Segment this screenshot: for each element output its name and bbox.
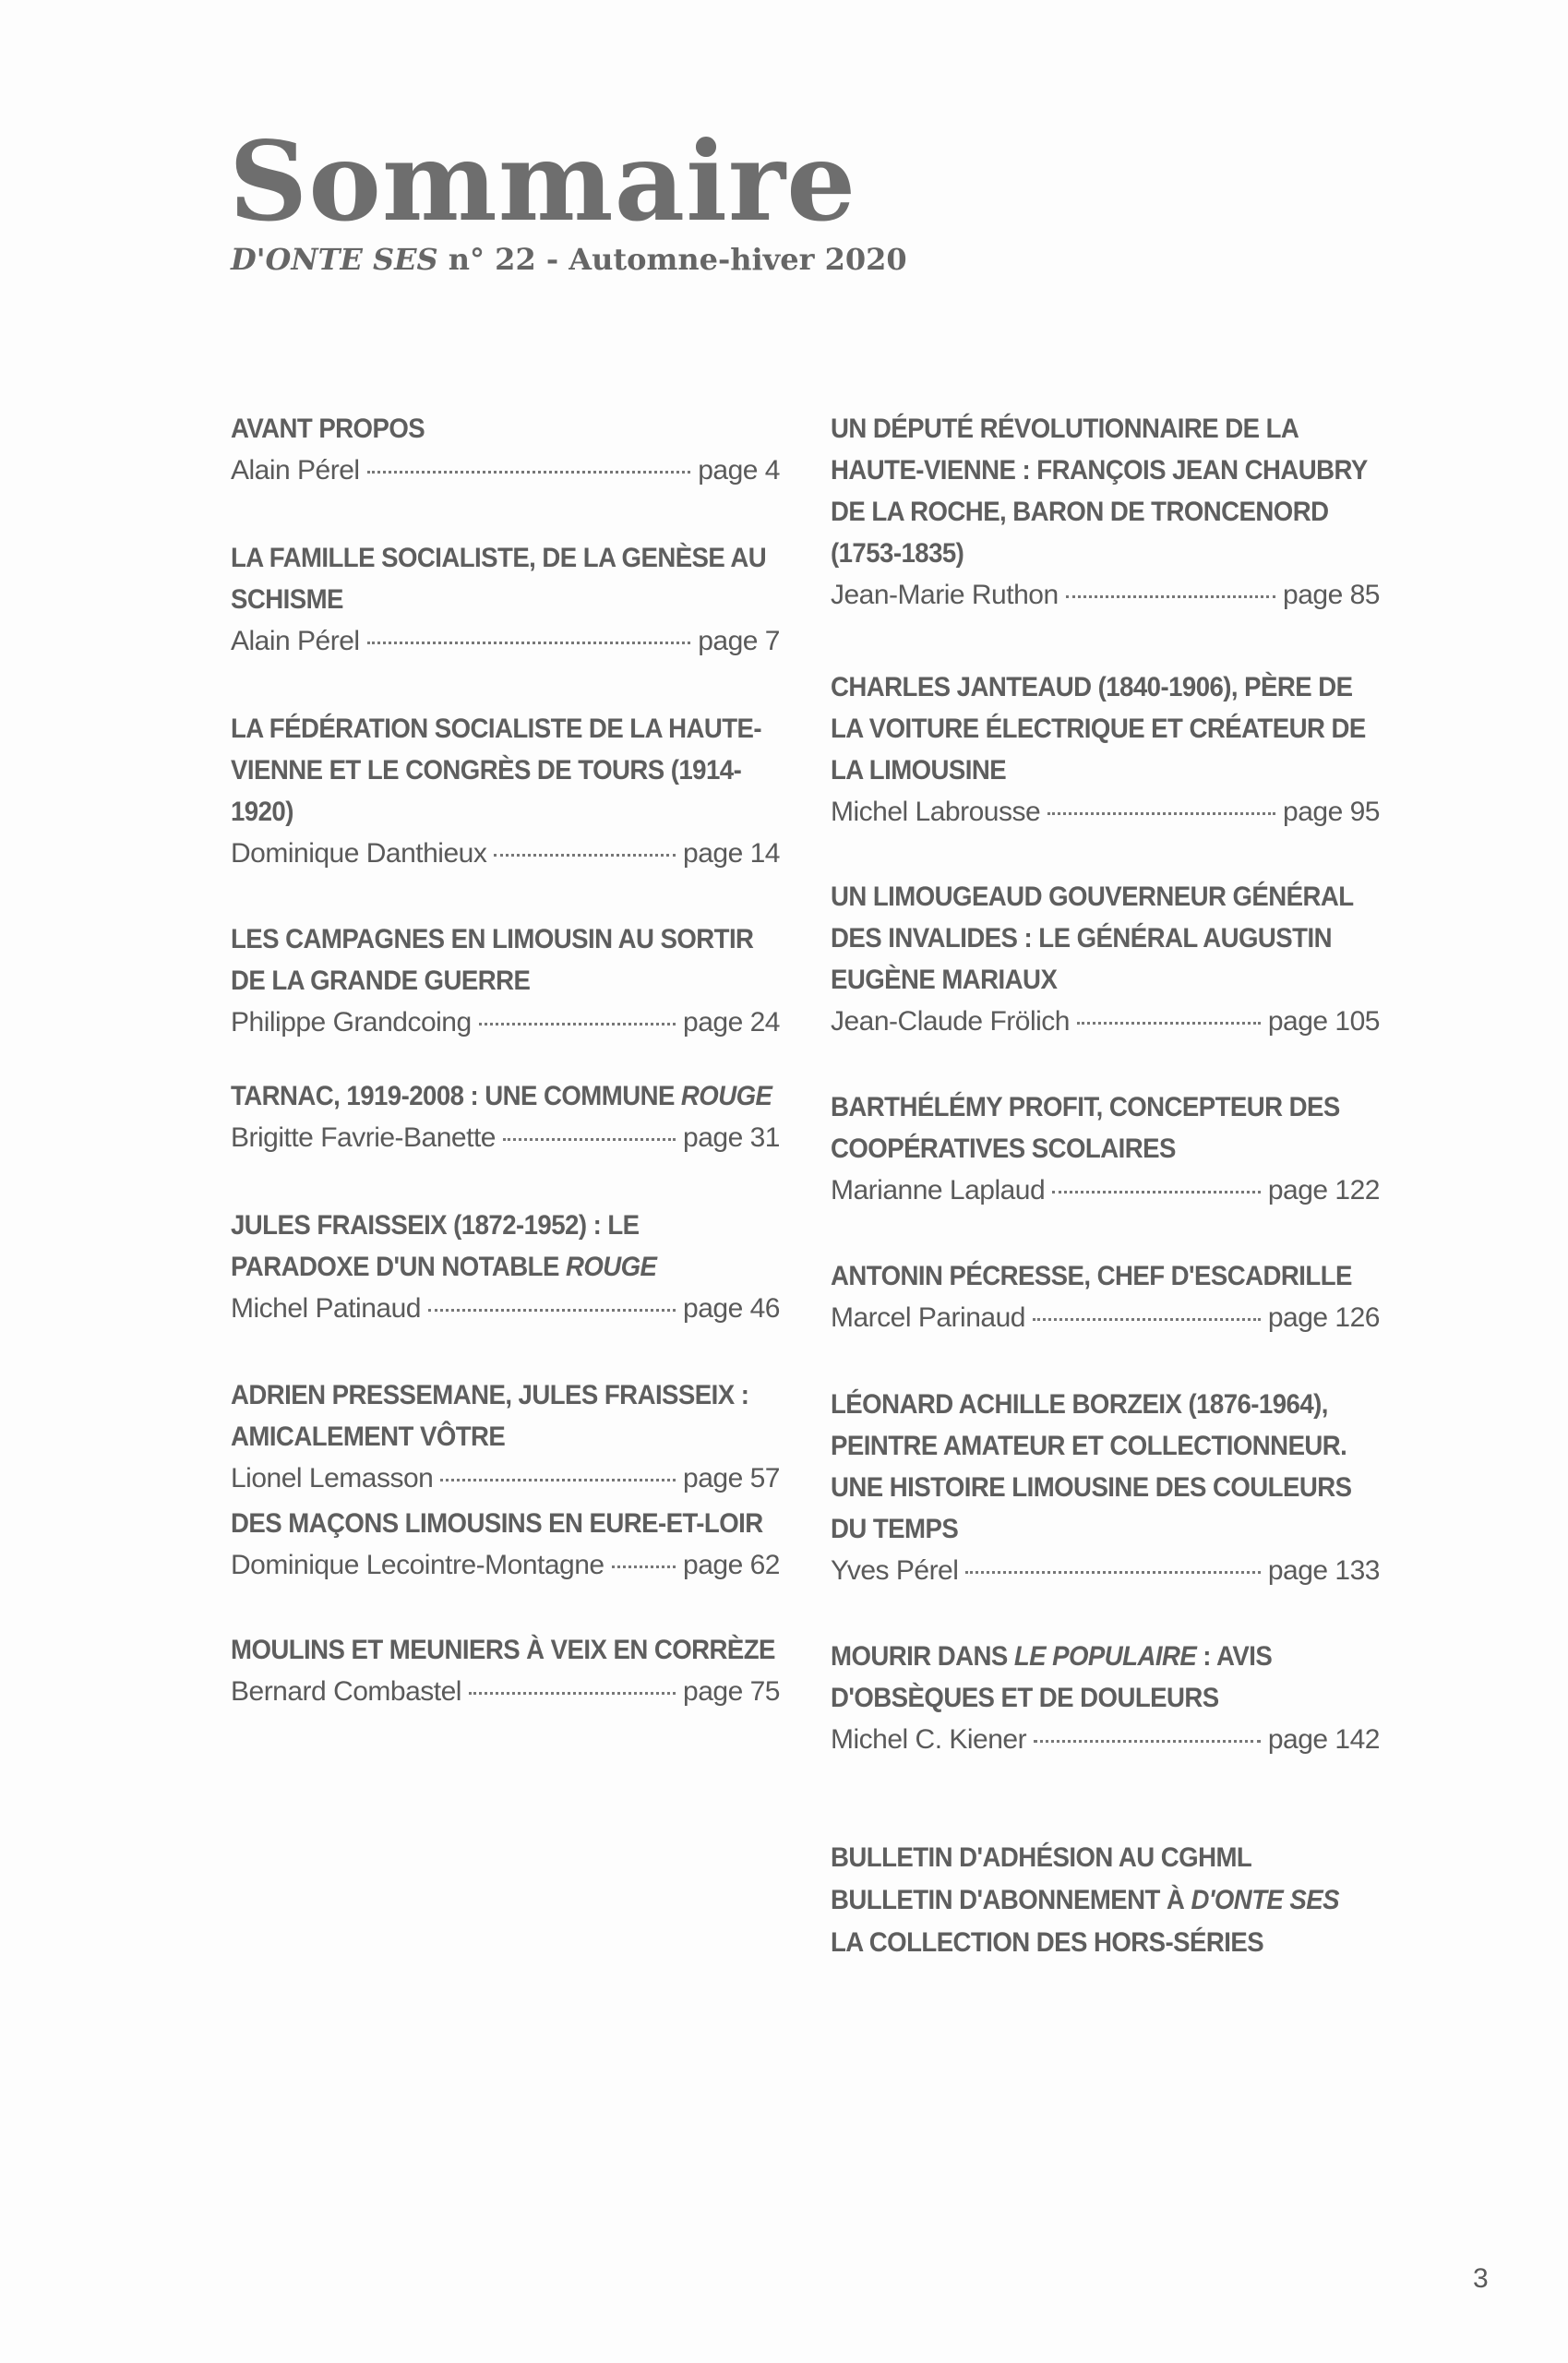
entry-byline xyxy=(231,1671,780,1713)
entry-byline xyxy=(831,1001,1380,1043)
entry-page: page 4 xyxy=(698,455,780,486)
entry-page: page 7 xyxy=(698,626,780,656)
entry-page: page 105 xyxy=(1267,1006,1380,1037)
dot-leader xyxy=(440,1479,676,1481)
entry-byline xyxy=(231,450,780,492)
entry-author: Alain Pérel xyxy=(231,455,360,486)
magazine-name: D'ONTE SES xyxy=(231,242,438,277)
extra-collection: LA COLLECTION DES HORS-SÉRIES xyxy=(831,1927,1264,1958)
entry-page: page 14 xyxy=(683,838,780,869)
issue-info: n° 22 - Automne-hiver 2020 xyxy=(448,242,907,277)
toc-entry xyxy=(831,408,1421,617)
page-number: 3 xyxy=(1473,2263,1489,2294)
entry-title: TARNAC, 1919-2008 : UNE COMMUNE ROUGE xyxy=(231,1081,772,1111)
entry-byline xyxy=(831,1550,1380,1592)
entry-page: page 126 xyxy=(1267,1302,1380,1333)
entry-author: Brigitte Favrie-Banette xyxy=(231,1122,496,1153)
entry-title: DES MAÇONS LIMOUSINS EN EURE-ET-LOIR xyxy=(231,1508,763,1539)
entry-page: page 85 xyxy=(1283,580,1380,610)
dot-leader xyxy=(1047,812,1275,815)
italic-word: ROUGE xyxy=(680,1081,772,1111)
entry-title: BARTHÉLÉMY PROFIT, CONCEPTEUR DES COOPÉRATIVES SCOLAIRES xyxy=(831,1092,1340,1164)
entry-author: Yves Pérel xyxy=(831,1555,959,1586)
entry-byline xyxy=(231,620,780,663)
entry-author: Dominique Danthieux xyxy=(231,838,487,869)
entry-page: page 133 xyxy=(1267,1555,1380,1586)
entry-title: ANTONIN PÉCRESSE, CHEF D'ESCADRILLE xyxy=(831,1261,1352,1291)
entry-page: page 122 xyxy=(1267,1175,1380,1205)
entry-title: LA FAMILLE SOCIALISTE, DE LA GENÈSE AU SCHISME xyxy=(231,543,767,615)
toc-entry xyxy=(831,1086,1421,1212)
page-title: Sommaire xyxy=(229,117,857,246)
entry-author: Philippe Grandcoing xyxy=(231,1007,472,1038)
entry-author: Jean-Claude Frölich xyxy=(831,1006,1070,1037)
toc-entry xyxy=(831,1255,1458,1339)
entry-author: Marianne Laplaud xyxy=(831,1175,1046,1205)
extras-block xyxy=(831,1837,1339,1964)
toc-entry xyxy=(231,1629,858,1713)
dot-leader xyxy=(1052,1191,1261,1193)
dot-leader xyxy=(428,1309,676,1312)
entry-title: UN LIMOUGEAUD GOUVERNEUR GÉNÉRAL DES INVALIDES : LE GÉNÉRAL AUGUSTIN EUGÈNE MARIAUX xyxy=(831,882,1354,995)
entry-page: page 62 xyxy=(683,1550,780,1580)
issue-subtitle xyxy=(231,242,907,277)
dot-leader xyxy=(479,1023,676,1026)
dot-leader xyxy=(367,642,691,644)
entry-page: page 95 xyxy=(1283,797,1380,827)
italic-word: LE POPULAIRE xyxy=(1013,1641,1197,1672)
entry-page: page 75 xyxy=(683,1676,780,1707)
entry-author: Michel Labrousse xyxy=(831,797,1041,827)
entry-title: UN DÉPUTÉ RÉVOLUTIONNAIRE DE LA HAUTE-VIENNE : FRANÇOIS JEAN CHAUBRY DE LA ROCHE, BARON DE TRONCENORD (1753-1835) xyxy=(831,414,1368,569)
toc-entry xyxy=(231,1374,821,1500)
entry-byline xyxy=(231,1544,780,1587)
entry-page: page 142 xyxy=(1267,1724,1380,1755)
toc-entry xyxy=(831,1636,1380,1761)
italic-magazine: D'ONTE SES xyxy=(1191,1885,1339,1915)
toc-entry xyxy=(231,1205,780,1330)
toc-entry xyxy=(831,876,1421,1043)
entry-title: MOURIR DANS LE POPULAIRE : AVIS D'OBSÈQUES ET DE DOULEURS xyxy=(831,1641,1273,1713)
entry-byline xyxy=(831,1170,1380,1212)
entry-title: LÉONARD ACHILLE BORZEIX (1876-1964), PEINTRE AMATEUR ET COLLECTIONNEUR. UNE HISTOIRE LIMOUSINE DES COULEURS DU TEMPS xyxy=(831,1389,1352,1544)
entry-author: Marcel Parinaud xyxy=(831,1302,1025,1333)
extra-subscription: BULLETIN D'ABONNEMENT À D'ONTE SES xyxy=(831,1885,1339,1915)
entry-title: CHARLES JANTEAUD (1840-1906), PÈRE DE LA VOITURE ÉLECTRIQUE ET CRÉATEUR DE LA LIMOUSINE xyxy=(831,672,1366,786)
entry-author: Jean-Marie Ruthon xyxy=(831,580,1059,610)
entry-author: Lionel Lemasson xyxy=(231,1463,434,1493)
entry-byline xyxy=(231,1002,780,1044)
toc-entry xyxy=(831,1384,1421,1592)
toc-entry xyxy=(231,1503,858,1587)
dot-leader xyxy=(1066,595,1275,598)
entry-author: Michel C. Kiener xyxy=(831,1724,1027,1755)
entry-page: page 24 xyxy=(683,1007,780,1038)
entry-byline xyxy=(231,1457,780,1500)
entry-byline xyxy=(831,574,1380,617)
entry-title: AVANT PROPOS xyxy=(231,414,425,444)
dot-leader xyxy=(469,1692,676,1695)
dot-leader xyxy=(1033,1318,1261,1321)
entry-author: Michel Patinaud xyxy=(231,1293,421,1324)
dot-leader xyxy=(1077,1022,1261,1025)
entry-title: ADRIEN PRESSEMANE, JULES FRAISSEIX : AMICALEMENT VÔTRE xyxy=(231,1380,749,1452)
dot-leader xyxy=(965,1571,1260,1574)
entry-title: MOULINS ET MEUNIERS À VEIX EN CORRÈZE xyxy=(231,1635,775,1665)
entry-author: Dominique Lecointre-Montagne xyxy=(231,1550,604,1580)
italic-word: ROUGE xyxy=(565,1252,657,1282)
entry-title: LA FÉDÉRATION SOCIALISTE DE LA HAUTE-VIENNE ET LE CONGRÈS DE TOURS (1914-1920) xyxy=(231,714,762,827)
entry-author: Alain Pérel xyxy=(231,626,360,656)
dot-leader xyxy=(1034,1740,1261,1743)
entry-byline xyxy=(231,833,780,875)
entry-title: JULES FRAISSEIX (1872-1952) : LE PARADOXE D'UN NOTABLE ROUGE xyxy=(231,1210,657,1282)
dot-leader xyxy=(503,1138,676,1141)
entry-byline xyxy=(831,1297,1380,1339)
entry-page: page 31 xyxy=(683,1122,780,1153)
entry-byline xyxy=(831,1719,1380,1761)
toc-entry xyxy=(231,708,821,875)
extra-membership: BULLETIN D'ADHÉSION AU CGHML xyxy=(831,1842,1252,1873)
toc-entry xyxy=(231,408,821,492)
toc-entry xyxy=(231,1075,858,1159)
entry-title: LES CAMPAGNES EN LIMOUSIN AU SORTIR DE LA GRANDE GUERRE xyxy=(231,924,754,996)
entry-author: Bernard Combastel xyxy=(231,1676,461,1707)
entry-page: page 57 xyxy=(683,1463,780,1493)
entry-byline xyxy=(231,1288,780,1330)
dot-leader xyxy=(612,1565,676,1568)
toc-entry xyxy=(231,918,821,1044)
entry-byline xyxy=(831,791,1380,834)
entry-page: page 46 xyxy=(683,1293,780,1324)
entry-byline xyxy=(231,1117,780,1159)
dot-leader xyxy=(494,854,676,857)
toc-entry xyxy=(231,537,821,663)
toc-entry xyxy=(831,666,1421,834)
dot-leader xyxy=(367,471,691,474)
